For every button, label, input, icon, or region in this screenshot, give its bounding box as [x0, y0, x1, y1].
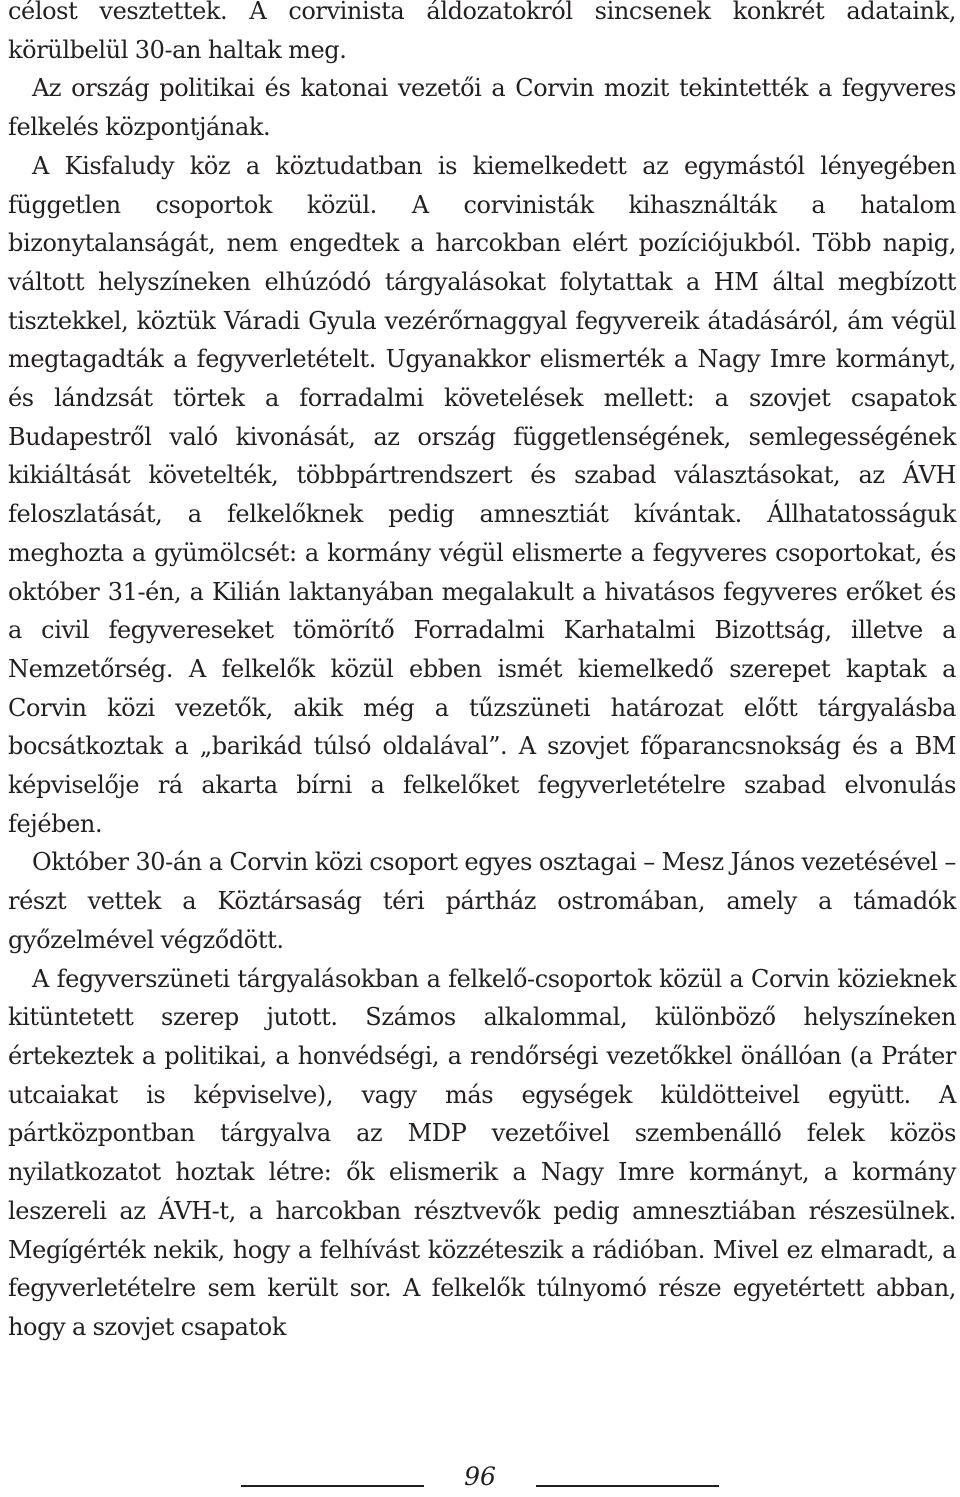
paragraph-4: Október 30-án a Corvin közi csoport egyes osztagai – Mesz János vezetésével – részt vettek a Köztársaság téri pártház ostromában, amely a támadók győzelmével végződött.: [8, 848, 956, 954]
paragraph-3: A Kisfaludy köz a köztudatban is kiemelkedett az egymástól lényegében független csoportok közül. A corvinisták kihasználták a hatalom bizonytalanságát, nem engedtek a harcokban elért pozíciójukból. Több napig, váltott helyszíneken elhúzódó tárgyalásokat folytattak a HM által megbízott tisztekkel, köztük Váradi Gyula vezérőrnaggyal fegyvereik átadásáról, ám végül megtagadták a fegyverletételt. Ugyanakkor elismerték a Nagy Imre kormányt, és lándzsát törtek a forradalmi követelések mellett: a szovjet csapatok Budapestről való kivonását, az ország függetlenségének, semlegességének kikiáltását követelték, többpártrendszert és szabad választásokat, az ÁVH feloszlatását, a felkelőknek pedig amnesztiát kívántak. Állhatatosságuk meghozta a gyümölcsét: a kormány végül elismerte a fegyveres csoportokat, és október 31-én, a Kilián laktanyában megalakult a hivatásos fegyveres erőket és a civil fegyvereseket tömörítő Forradalmi Karhatalmi Bizottság, illetve a Nemzetőrség. A felkelők közül ebben ismét kiemelkedő szerepet kaptak a Corvin közi vezetők, akik még a tűzszüneti határozat előtt tárgyalásba bocsátkoztak a „barikád túlsó oldalával”. A szovjet főparancsnokság és a BM képviselője rá akarta bírni a felkelőket fegyverletételre szabad elvonulás fejében.: [8, 151, 956, 838]
footer-rule-left: [241, 1485, 424, 1487]
page-number: 96: [464, 1462, 496, 1491]
body-text: [8, 0, 956, 1347]
footer-rule-right: [536, 1485, 719, 1487]
paragraph-5: A fegyverszüneti tárgyalásokban a felkelő-csoportok közül a Corvin közieknek kitüntetett szerep jutott. Számos alkalommal, különböző helyszíneken értekeztek a politikai, a honvédségi, a rendőrségi vezetőkkel önállóan (a Práter utcaiakat is képviselve), vagy más egységek küldötteivel együtt. A pártközpontban tárgyalva az MDP vezetőivel szembenálló felek közös nyilatkozatot hoztak létre: ők elismerik a Nagy Imre kormányt, a kormány leszereli az ÁVH-t, a harcokban résztvevők pedig amnesztiában részesülnek. Megígérték nekik, hogy a felhívást közzéteszik a rádióban. Mivel ez elmaradt, a fegyverletételre sem került sor. A felkelők túlnyomó része egyetértett abban, hogy a szovjet csapatok: [8, 964, 956, 1341]
paragraph-1: célost vesztettek. A corvinista áldozatokról sincsenek konkrét adataink, körülbelül 30-an haltak meg.: [8, 0, 956, 64]
paragraph-2: Az ország politikai és katonai vezetői a Corvin mozit tekintették a fegyveres felkelés központjának.: [8, 74, 956, 142]
page-footer: [0, 1462, 960, 1492]
